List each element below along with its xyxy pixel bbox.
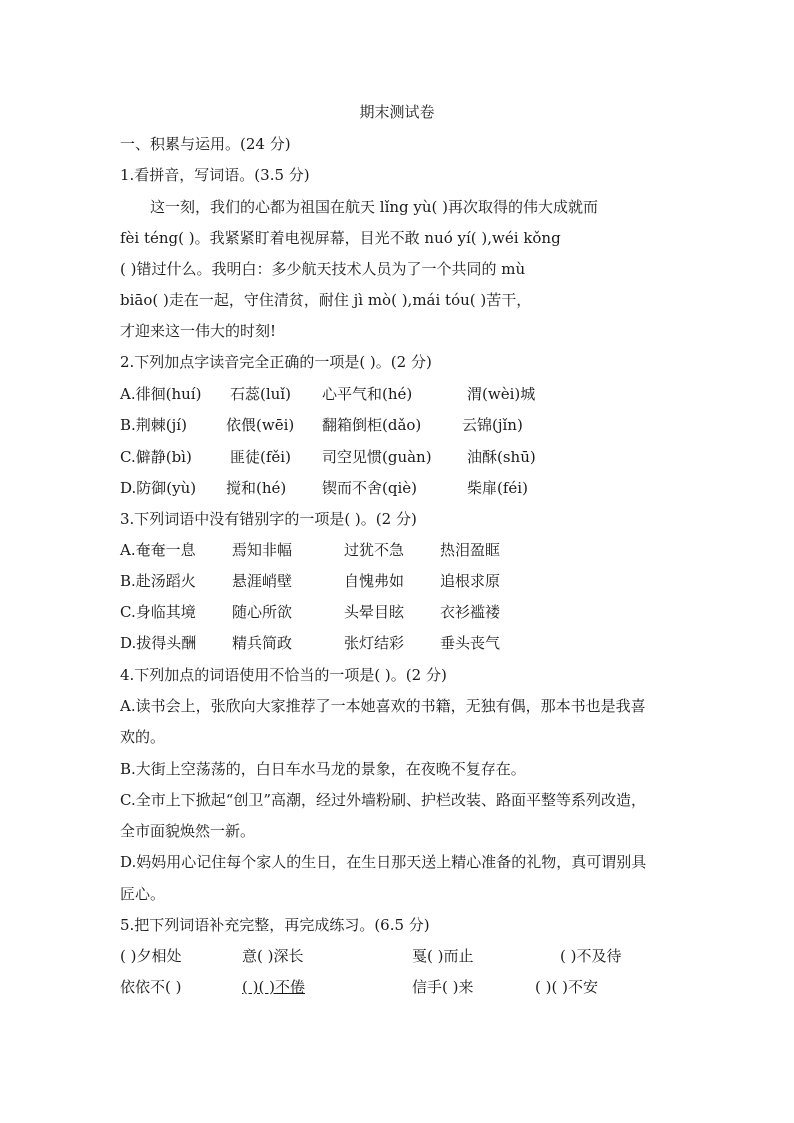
- option-cell: B.赴汤蹈火: [120, 572, 196, 590]
- question-1-heading: 1.看拼音，写词语。(3.5 分): [120, 166, 310, 184]
- question-4-line: 匠心。: [120, 885, 166, 903]
- option-cell: 匪徒(fěi): [230, 448, 291, 466]
- option-cell: 张灯结彩: [344, 634, 405, 652]
- idiom-cell: 戛( )而止: [412, 947, 474, 965]
- question-2-heading: 2.下列加点字读音完全正确的一项是( )。(2 分): [120, 353, 432, 371]
- option-cell: D.拔得头酬: [120, 634, 197, 652]
- option-cell: 衣衫褴褛: [440, 603, 501, 621]
- option-cell: 渭(wèi)城: [467, 385, 536, 403]
- page-title: 期末测试卷: [359, 103, 435, 121]
- option-cell: 心平气和(hé): [322, 385, 413, 403]
- option-cell: 石蕊(luǐ): [230, 385, 291, 403]
- idiom-cell: 意( )深长: [242, 947, 304, 965]
- option-cell: 油酥(shū): [467, 448, 536, 466]
- idiom-cell-underlined: ( )( )不倦: [242, 978, 305, 996]
- option-cell: 追根求原: [440, 572, 501, 590]
- idiom-cell: ( )不及待: [560, 947, 622, 965]
- option-cell: C.僻静(bì): [120, 448, 192, 466]
- idiom-cell: ( )( )不安: [535, 978, 598, 996]
- option-cell: C.身临其境: [120, 603, 196, 621]
- question-1-line: 这一刻，我们的心都为祖国在航天 lǐng yù( )再次取得的伟大成就而: [150, 198, 599, 216]
- option-cell: 精兵简政: [232, 634, 293, 652]
- section-heading: 一、积累与运用。(24 分): [120, 135, 291, 153]
- option-cell: 翻箱倒柜(dǎo): [322, 416, 422, 434]
- question-4-line: 全市面貌焕然一新。: [120, 822, 256, 840]
- question-1-line: fèi téng( )。我紧紧盯着电视屏幕，目光不敢 nuó yí( ),wéi kǒng: [120, 229, 561, 247]
- option-cell: B.荆棘(jí): [120, 416, 187, 434]
- option-cell: 垂头丧气: [440, 634, 501, 652]
- option-cell: 焉知非幅: [232, 541, 293, 559]
- option-cell: 悬涯峭壁: [232, 572, 293, 590]
- option-cell: 依偎(wēi): [226, 416, 295, 434]
- option-cell: 头晕目眩: [344, 603, 405, 621]
- idiom-cell: ( )夕相处: [120, 947, 182, 965]
- question-4-line: C.全市上下掀起“创卫”高潮，经过外墙粉刷、护栏改装、路面平整等系列改造，: [120, 791, 647, 809]
- option-cell: A.徘徊(huí): [120, 385, 202, 403]
- question-3-heading: 3.下列词语中没有错别字的一项是( )。(2 分): [120, 510, 417, 528]
- option-cell: 热泪盈眶: [440, 541, 501, 559]
- idiom-cell: 依依不( ): [120, 978, 182, 996]
- question-4-heading: 4.下列加点的词语使用不恰当的一项是( )。(2 分): [120, 666, 447, 684]
- option-cell: 随心所欲: [232, 603, 293, 621]
- option-cell: 锲而不舍(qiè): [322, 479, 417, 497]
- option-cell: 司空见惯(guàn): [322, 448, 432, 466]
- option-cell: D.防御(yù): [120, 479, 197, 497]
- question-1-line: 才迎来这一伟大的时刻!: [120, 322, 277, 340]
- option-cell: 云锦(jǐn): [462, 416, 523, 434]
- question-1-line: biāo( )走在一起，守住清贫，耐住 jì mò( ),mái tóu( )苦干，: [120, 291, 532, 309]
- question-1-line: ( )错过什么。我明白：多少航天技术人员为了一个共同的 mù: [120, 260, 526, 278]
- option-cell: 自愧弗如: [344, 572, 405, 590]
- option-cell: A.奄奄一息: [120, 541, 196, 559]
- question-4-line: A.读书会上，张欣向大家推荐了一本她喜欢的书籍，无独有偶，那本书也是我喜: [120, 697, 646, 715]
- idiom-cell: 信手( )来: [412, 978, 474, 996]
- question-5-heading: 5.把下列词语补充完整，再完成练习。(6.5 分): [120, 916, 430, 934]
- option-cell: 搅和(hé): [226, 479, 287, 497]
- question-4-line: B.大街上空荡荡的，白日车水马龙的景象，在夜晚不复存在。: [120, 760, 526, 778]
- question-4-line: D.妈妈用心记住每个家人的生日，在生日那天送上精心准备的礼物，真可谓别具: [120, 853, 647, 871]
- question-4-line: 欢的。: [120, 728, 166, 746]
- option-cell: 柴扉(féi): [467, 479, 528, 497]
- option-cell: 过犹不急: [344, 541, 405, 559]
